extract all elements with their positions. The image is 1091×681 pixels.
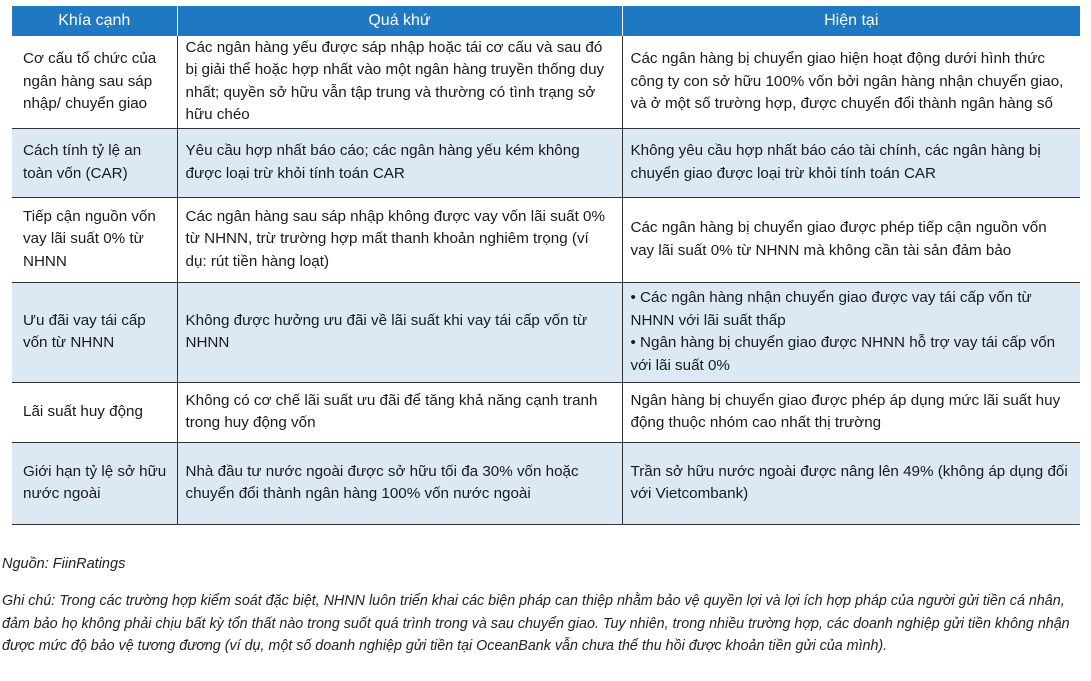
- table-row: [12, 128, 1080, 197]
- aspect-cell: Cách tính tỷ lệ an toàn vốn (CAR): [12, 128, 177, 197]
- present-cell: Các ngân hàng bị chuyển giao được phép tiếp cận nguồn vốn vay lãi suất 0% từ NHNN mà không cần tài sản đảm bảo: [622, 197, 1080, 282]
- aspect-cell: Cơ cấu tổ chức của ngân hàng sau sáp nhập/ chuyển giao: [12, 36, 177, 128]
- past-cell: Các ngân hàng sau sáp nhập không được vay vốn lãi suất 0% từ NHNN, trừ trường hợp mất thanh khoản nghiêm trọng (ví dụ: rút tiền hàng loạt): [177, 197, 622, 282]
- bullet-item: • Ngân hàng bị chuyển giao được NHNN hỗ trợ vay tái cấp vốn với lãi suất 0%: [630, 334, 1056, 374]
- present-cell: Trần sở hữu nước ngoài được nâng lên 49% (không áp dụng đối với Vietcombank): [622, 442, 1080, 524]
- table-row: [12, 442, 1080, 524]
- table-row: [12, 382, 1080, 442]
- aspect-cell: Tiếp cận nguồn vốn vay lãi suất 0% từ NHNN: [12, 197, 177, 282]
- table-header-row: [12, 6, 1080, 36]
- present-cell: [622, 282, 1080, 382]
- aspect-cell: Lãi suất huy động: [12, 382, 177, 442]
- past-cell: Không được hưởng ưu đãi về lãi suất khi vay tái cấp vốn từ NHNN: [177, 282, 622, 382]
- table-row: [12, 282, 1080, 382]
- comparison-table: [12, 6, 1080, 525]
- bullet-item: • Các ngân hàng nhận chuyển giao được vay tái cấp vốn từ NHNN với lãi suất thấp: [630, 289, 1032, 329]
- header-aspect: Khía cạnh: [12, 6, 177, 36]
- aspect-cell: Ưu đãi vay tái cấp vốn từ NHNN: [12, 282, 177, 382]
- past-cell: Yêu cầu hợp nhất báo cáo; các ngân hàng yếu kém không được loại trừ khỏi tính toán CAR: [177, 128, 622, 197]
- footnote: Ghi chú: Trong các trường hợp kiểm soát đặc biệt, NHNN luôn triển khai các biện pháp can thiệp nhằm bảo vệ quyền lợi và lợi ích hợp pháp của người gửi tiền cá nhân, đảm bảo họ không phải chịu bất kỳ tổn thất nào trong suốt quá trình trong và sau chuyển giao. Tuy nhiên, trong nhiều trường hợp, các doanh nghiệp gửi tiền không nhận được mức độ bảo vệ tương đương (ví dụ, một số doanh nghiệp gửi tiền tại OceanBank vẫn chưa thể thu hồi được khoản tiền gửi của mình).: [2, 593, 1070, 654]
- source-caption: Nguồn: FiinRatings: [2, 556, 126, 572]
- present-cell: Không yêu cầu hợp nhất báo cáo tài chính, các ngân hàng bị chuyển giao được loại trừ khỏi tính toán CAR: [622, 128, 1080, 197]
- past-cell: Các ngân hàng yếu được sáp nhập hoặc tái cơ cấu và sau đó bị giải thể hoặc hợp nhất vào một ngân hàng truyền thống duy nhất; quyền sở hữu vẫn tập trung và thường có tình trạng sở hữu chéo: [177, 36, 622, 128]
- header-past: Quá khứ: [177, 6, 622, 36]
- table-row: [12, 36, 1080, 128]
- present-cell: Ngân hàng bị chuyển giao được phép áp dụng mức lãi suất huy động thuộc nhóm cao nhất thị trường: [622, 382, 1080, 442]
- table-row: [12, 197, 1080, 282]
- past-cell: Nhà đầu tư nước ngoài được sở hữu tối đa 30% vốn hoặc chuyển đổi thành ngân hàng 100% vốn nước ngoài: [177, 442, 622, 524]
- header-present: Hiện tại: [622, 6, 1080, 36]
- present-cell: Các ngân hàng bị chuyển giao hiện hoạt động dưới hình thức công ty con sở hữu 100% vốn bởi ngân hàng nhận chuyển giao, và ở một số trường hợp, được chuyển đổi thành ngân hàng số: [622, 36, 1080, 128]
- aspect-cell: Giới hạn tỷ lệ sở hữu nước ngoài: [12, 442, 177, 524]
- past-cell: Không có cơ chế lãi suất ưu đãi để tăng khả năng cạnh tranh trong huy động vốn: [177, 382, 622, 442]
